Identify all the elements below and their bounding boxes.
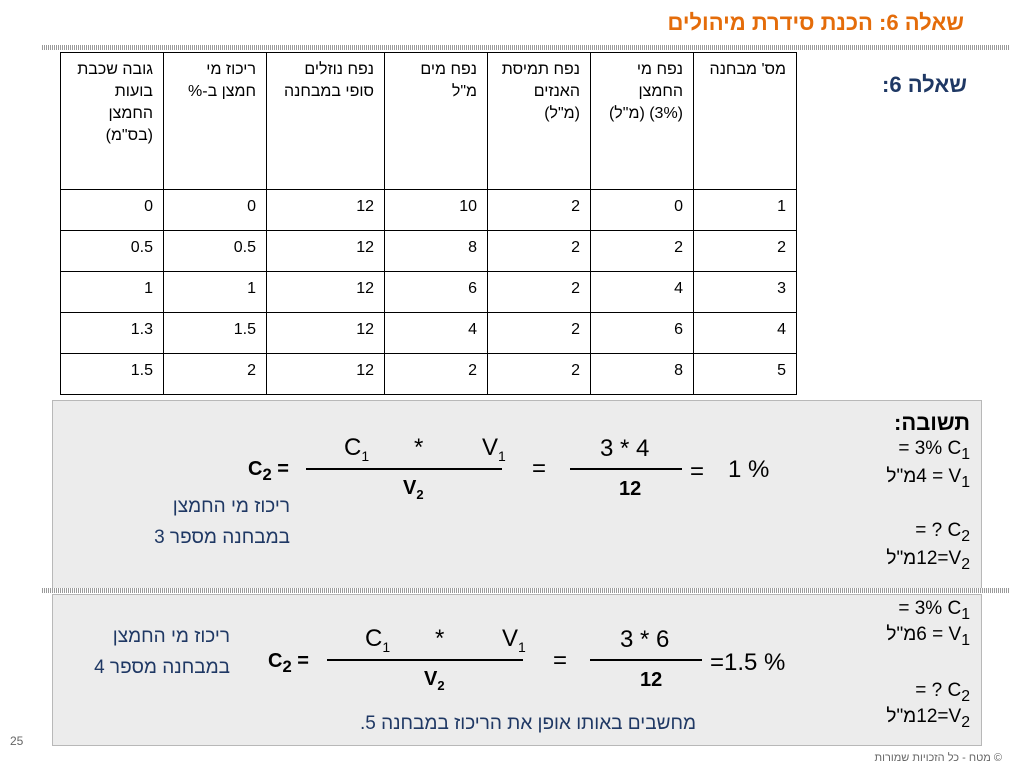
table-cell: 8 — [591, 354, 694, 395]
note-line: במבחנה מספר 4 — [94, 657, 230, 678]
table-cell: 6 — [385, 272, 488, 313]
table-cell: 0 — [591, 190, 694, 231]
table-header-cell: מס' מבחנה — [694, 53, 797, 190]
denominator-value: 12 — [619, 478, 642, 500]
table-cell: 2 — [591, 231, 694, 272]
table-cell: 12 — [267, 313, 385, 354]
table-cell: 2 — [488, 313, 591, 354]
table-header-cell: נפח מים מ"ל — [385, 53, 488, 190]
c2-label: $C_2$ = — [248, 458, 289, 484]
fraction-line — [327, 659, 523, 661]
numerator-values: 3 * 6 — [620, 626, 670, 653]
table-cell: 6 — [591, 313, 694, 354]
answer-heading: תשובה: — [894, 410, 970, 435]
table-row — [61, 231, 797, 272]
given-v2: $V_2=12מ"ל$ — [886, 706, 970, 731]
formula-c1: $C_1$ — [344, 434, 370, 464]
table-cell: 2 — [488, 231, 591, 272]
dilution-table — [60, 52, 797, 395]
formula-v2: $V_2$ — [424, 668, 445, 693]
formula-v1: $V_1$ — [502, 625, 526, 655]
numerator-values: 3 * 4 — [600, 435, 650, 462]
given-v1: $V_1$ = 6מ"ל — [886, 624, 970, 649]
given-c1: $C_1 = 3\%$ — [898, 598, 970, 623]
table-cell: 3 — [694, 272, 797, 313]
given-c1: $C_1 = 3\%$ — [898, 438, 970, 463]
panel-divider — [42, 588, 1010, 593]
given-v1: $V_1$ = 4מ"ל — [886, 466, 970, 491]
table-cell: 10 — [385, 190, 488, 231]
table-cell: 1 — [694, 190, 797, 231]
table-cell: 1.3 — [61, 313, 164, 354]
formula-c1: $C_1$ — [365, 625, 391, 655]
table-cell: 1 — [61, 272, 164, 313]
table-cell: 1.5 — [61, 354, 164, 395]
table-cell: 2 — [385, 354, 488, 395]
title-divider — [42, 45, 1010, 50]
table-cell: 2 — [488, 272, 591, 313]
table-header-cell: נפח תמיסת האנזים (מ"ל) — [488, 53, 591, 190]
table-cell: 0.5 — [164, 231, 267, 272]
table-cell: 2 — [488, 354, 591, 395]
table-cell: 12 — [267, 190, 385, 231]
question-label: שאלה 6: — [882, 72, 967, 97]
table-cell: 12 — [267, 231, 385, 272]
fraction-line — [570, 468, 682, 470]
page-title: שאלה 6: הכנת סידרת מיהולים — [667, 10, 964, 35]
copyright-footer: © מטח - כל הזכויות שמורות — [874, 752, 1002, 764]
table-cell: 12 — [267, 354, 385, 395]
table-header-cell: ריכוז מי חמצן ב-% — [164, 53, 267, 190]
table-cell: 4 — [694, 313, 797, 354]
table-header-cell: נפח מי החמצן (3%) (מ"ל) — [591, 53, 694, 190]
note-line: ריכוז מי החמצן — [172, 496, 290, 517]
table-cell: 8 — [385, 231, 488, 272]
formula-v1: $V_1$ — [482, 434, 506, 464]
table-cell: 1.5 — [164, 313, 267, 354]
c2-label: $C_2$ = — [268, 650, 309, 676]
table-header-row — [61, 53, 797, 190]
table-cell: 0 — [164, 190, 267, 231]
table-cell: 12 — [267, 272, 385, 313]
fraction-line — [306, 468, 502, 470]
table-cell: 2 — [164, 354, 267, 395]
equals-sign: = — [690, 458, 705, 485]
fraction-line — [590, 659, 702, 661]
formula-v2: $V_2$ — [403, 477, 424, 502]
table-cell: 1 — [164, 272, 267, 313]
note-line: ריכוז מי החמצן — [112, 626, 230, 647]
given-c2: $C_2$ = ? — [915, 520, 970, 545]
table-header-cell: נפח נוזלים סופי במבחנה — [267, 53, 385, 190]
note-line: במבחנה מספר 3 — [154, 527, 290, 548]
result-value: =1.5 % — [710, 649, 786, 676]
table-cell: 4 — [385, 313, 488, 354]
table-cell: 4 — [591, 272, 694, 313]
result-value: 1 % — [728, 456, 770, 483]
bottom-note: מחשבים באותו אופן את הריכוז במבחנה 5. — [359, 713, 696, 734]
table-header-cell: גובה שכבת בועות החמצן (בס"מ) — [61, 53, 164, 190]
page-number: 25 — [10, 734, 24, 748]
table-cell: 0 — [61, 190, 164, 231]
table-cell: 2 — [694, 231, 797, 272]
table-cell: 5 — [694, 354, 797, 395]
table-cell: 2 — [488, 190, 591, 231]
equals-sign: = — [553, 647, 568, 674]
table-row — [61, 272, 797, 313]
table-cell: 0.5 — [61, 231, 164, 272]
equals-sign: = — [532, 455, 547, 482]
given-c2: $C_2$ = ? — [915, 680, 970, 705]
table-row — [61, 313, 797, 354]
given-v2: $V_2=12מ"ל$ — [886, 548, 970, 573]
formula-star: * — [435, 625, 445, 652]
denominator-value: 12 — [640, 669, 663, 691]
table-row — [61, 190, 797, 231]
table-row — [61, 354, 797, 395]
formula-star: * — [414, 434, 424, 461]
answer-panel-1 — [52, 400, 982, 589]
